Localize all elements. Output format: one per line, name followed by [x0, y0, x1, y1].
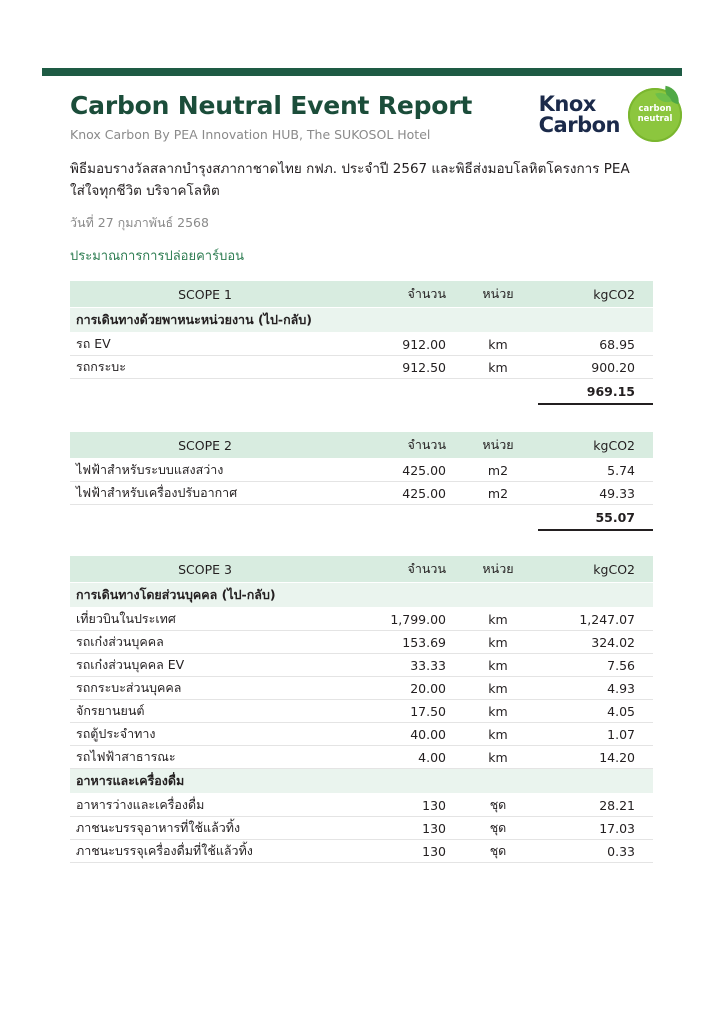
row-unit: m2	[458, 459, 538, 482]
row-kgco2: 68.95	[538, 333, 653, 356]
row-label: รถไฟฟ้าสาธารณะ	[70, 746, 340, 769]
row-unit: ชุด	[458, 840, 538, 863]
row-unit: m2	[458, 482, 538, 505]
group-blank-1	[340, 308, 458, 333]
row-label: ไฟฟ้าสำหรับเครื่องปรับอากาศ	[70, 482, 340, 505]
row-label: รถเก๋งส่วนบุคคล EV	[70, 654, 340, 677]
row-label: รถ EV	[70, 333, 340, 356]
group-row	[70, 583, 653, 608]
row-label: รถเก๋งส่วนบุคคล	[70, 631, 340, 654]
total-blank-1	[70, 379, 340, 405]
col-kgco2: kgCO2	[538, 432, 653, 459]
row-kgco2: 49.33	[538, 482, 653, 505]
row-amount: 130	[340, 817, 458, 840]
logo-wordmark	[539, 94, 620, 136]
row-unit: ชุด	[458, 794, 538, 817]
row-amount: 425.00	[340, 459, 458, 482]
scope-2-table	[70, 432, 653, 531]
scope-1-total: 969.15	[538, 379, 653, 405]
scope-1-total-row	[70, 379, 653, 405]
table-header-row	[70, 556, 653, 583]
group-label: การเดินทางด้วยพาหนะหน่วยงาน (ไป-กลับ)	[70, 308, 340, 333]
table-row	[70, 700, 653, 723]
total-blank-3	[458, 379, 538, 405]
row-kgco2: 14.20	[538, 746, 653, 769]
carbon-neutral-badge-icon	[628, 88, 682, 142]
header-rule	[42, 68, 682, 76]
row-label: จักรยานยนต์	[70, 700, 340, 723]
logo-line-1: Knox	[538, 92, 596, 116]
row-label: ไฟฟ้าสำหรับระบบแสงสว่าง	[70, 459, 340, 482]
group-blank-1	[340, 583, 458, 608]
row-amount: 40.00	[340, 723, 458, 746]
row-amount: 153.69	[340, 631, 458, 654]
col-amount: จำนวน	[340, 556, 458, 583]
total-blank-2	[340, 379, 458, 405]
event-date: วันที่ 27 กุมภาพันธ์ 2568	[70, 215, 209, 230]
row-unit: km	[458, 631, 538, 654]
row-unit: km	[458, 333, 538, 356]
row-kgco2: 17.03	[538, 817, 653, 840]
row-unit: km	[458, 654, 538, 677]
table-row	[70, 723, 653, 746]
col-unit: หน่วย	[458, 281, 538, 308]
table-row	[70, 746, 653, 769]
table-row	[70, 356, 653, 379]
row-amount: 1,799.00	[340, 608, 458, 631]
row-kgco2: 900.20	[538, 356, 653, 379]
scope-2-total: 55.07	[538, 505, 653, 531]
scope-3-table	[70, 556, 653, 863]
group-row	[70, 308, 653, 333]
row-unit: km	[458, 356, 538, 379]
row-unit: km	[458, 746, 538, 769]
group-blank-3	[538, 769, 653, 794]
col-unit: หน่วย	[458, 432, 538, 459]
col-amount: จำนวน	[340, 281, 458, 308]
row-kgco2: 324.02	[538, 631, 653, 654]
total-blank-3	[458, 505, 538, 531]
row-amount: 425.00	[340, 482, 458, 505]
group-blank-2	[458, 583, 538, 608]
col-kgco2: kgCO2	[538, 281, 653, 308]
row-kgco2: 4.05	[538, 700, 653, 723]
table-row	[70, 677, 653, 700]
row-amount: 33.33	[340, 654, 458, 677]
row-kgco2: 1.07	[538, 723, 653, 746]
group-label: อาหารและเครื่องดื่ม	[70, 769, 340, 794]
group-blank-3	[538, 308, 653, 333]
scope-3-title: SCOPE 3	[70, 556, 340, 583]
group-blank-3	[538, 583, 653, 608]
table-row	[70, 817, 653, 840]
row-unit: km	[458, 677, 538, 700]
scope-1-title: SCOPE 1	[70, 281, 340, 308]
total-blank-1	[70, 505, 340, 531]
group-blank-2	[458, 769, 538, 794]
group-blank-1	[340, 769, 458, 794]
row-label: ภาชนะบรรจุอาหารที่ใช้แล้วทิ้ง	[70, 817, 340, 840]
table-row	[70, 482, 653, 505]
row-kgco2: 0.33	[538, 840, 653, 863]
col-kgco2: kgCO2	[538, 556, 653, 583]
col-unit: หน่วย	[458, 556, 538, 583]
row-amount: 17.50	[340, 700, 458, 723]
row-label: รถกระบะ	[70, 356, 340, 379]
row-unit: km	[458, 608, 538, 631]
row-amount: 4.00	[340, 746, 458, 769]
row-kgco2: 28.21	[538, 794, 653, 817]
group-blank-2	[458, 308, 538, 333]
row-kgco2: 7.56	[538, 654, 653, 677]
row-label: รถตู้ประจำทาง	[70, 723, 340, 746]
badge-line-2: neutral	[637, 114, 673, 124]
row-label: รถกระบะส่วนบุคคล	[70, 677, 340, 700]
scope-1-table	[70, 281, 653, 405]
table-header-row	[70, 432, 653, 459]
scope-2-total-row	[70, 505, 653, 531]
table-row	[70, 459, 653, 482]
row-label: อาหารว่างและเครื่องดื่ม	[70, 794, 340, 817]
group-label: การเดินทางโดยส่วนบุคคล (ไป-กลับ)	[70, 583, 340, 608]
row-amount: 912.50	[340, 356, 458, 379]
row-label: เที่ยวบินในประเทศ	[70, 608, 340, 631]
row-kgco2: 4.93	[538, 677, 653, 700]
event-description: พิธีมอบรางวัลสลากบำรุงสภากาชาดไทย กฟภ. ประจำปี 2567 และพิธีส่งมอบโลหิตโครงการ PEA ใส่ใจทุกชีวิต บริจาคโลหิต	[70, 161, 630, 200]
table-row	[70, 608, 653, 631]
row-kgco2: 1,247.07	[538, 608, 653, 631]
report-subtitle: Knox Carbon By PEA Innovation HUB, The SUKOSOL Hotel	[70, 126, 431, 142]
table-row	[70, 333, 653, 356]
row-amount: 912.00	[340, 333, 458, 356]
row-unit: km	[458, 723, 538, 746]
row-amount: 130	[340, 794, 458, 817]
group-row	[70, 769, 653, 794]
row-unit: ชุด	[458, 817, 538, 840]
row-unit: km	[458, 700, 538, 723]
scope-2-title: SCOPE 2	[70, 432, 340, 459]
section-heading: ประมาณการการปล่อยคาร์บอน	[70, 249, 245, 264]
page-title: Carbon Neutral Event Report	[70, 91, 473, 120]
row-label: ภาชนะบรรจุเครื่องดื่มที่ใช้แล้วทิ้ง	[70, 840, 340, 863]
table-row	[70, 840, 653, 863]
total-blank-2	[340, 505, 458, 531]
row-amount: 20.00	[340, 677, 458, 700]
table-row	[70, 794, 653, 817]
row-amount: 130	[340, 840, 458, 863]
row-kgco2: 5.74	[538, 459, 653, 482]
knox-carbon-logo	[539, 88, 682, 142]
col-amount: จำนวน	[340, 432, 458, 459]
table-row	[70, 631, 653, 654]
logo-line-2: Carbon	[538, 113, 620, 137]
badge-line-1: carbon	[638, 104, 672, 115]
table-row	[70, 654, 653, 677]
table-header-row	[70, 281, 653, 308]
